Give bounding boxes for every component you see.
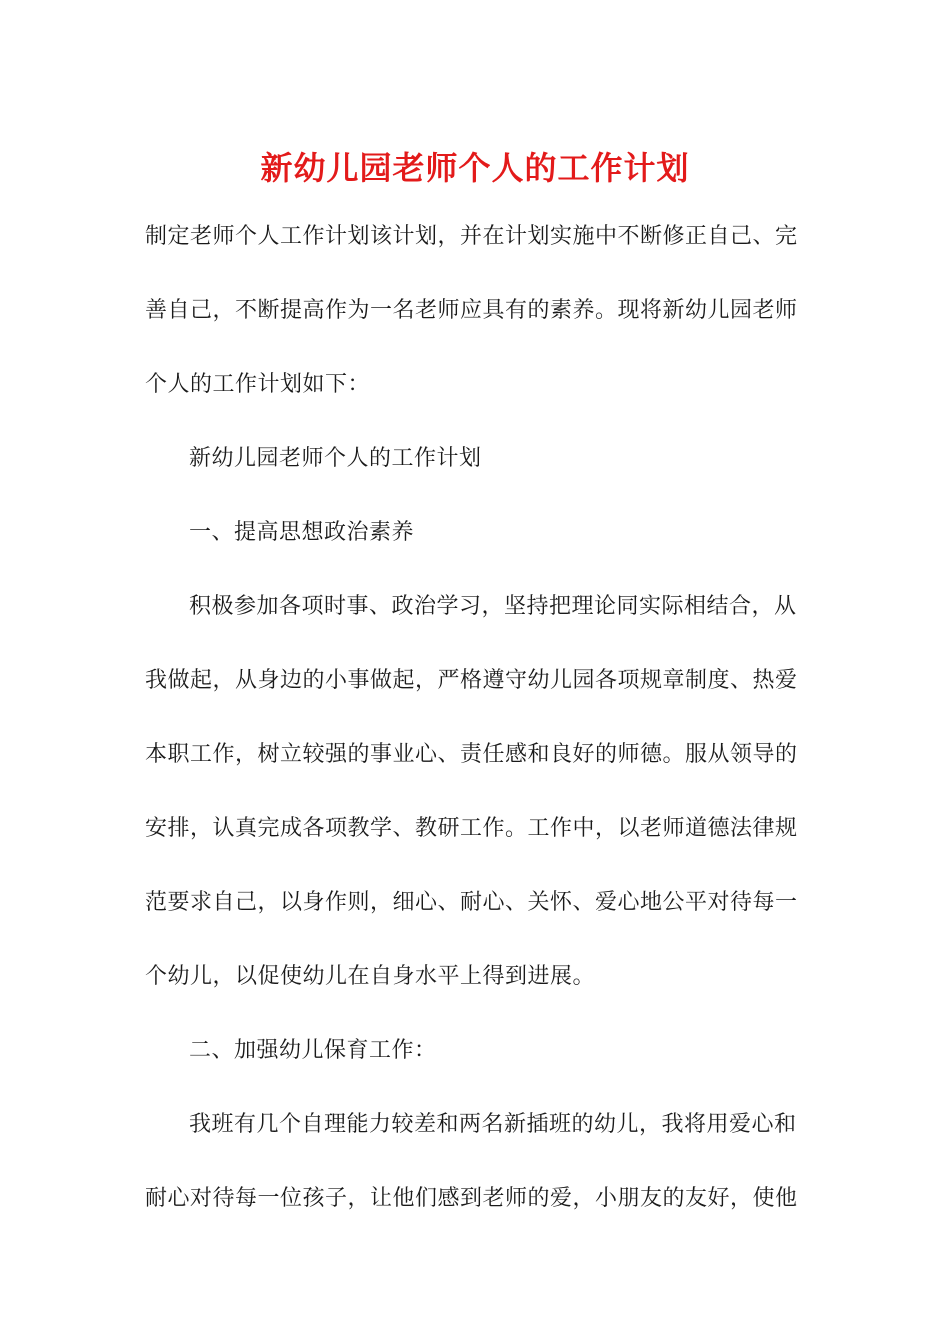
- document-title: 新幼儿园老师个人的工作计划: [260, 149, 690, 187]
- paragraph-line: 我班有几个自理能力较差和两名新插班的幼儿，我将用爱心和: [189, 1112, 797, 1137]
- paragraph-line: 积极参加各项时事、政治学习，坚持把理论同实际相结合，从: [189, 594, 797, 619]
- paragraph-line: 范要求自己，以身作则，细心、耐心、关怀、爱心地公平对待每一: [145, 890, 798, 915]
- paragraph-line: 耐心对待每一位孩子，让他们感到老师的爱，小朋友的友好，使他: [145, 1186, 798, 1211]
- paragraph: [145, 1088, 798, 1236]
- paragraph-line: 新幼儿园老师个人的工作计划: [189, 446, 482, 471]
- document-body: [145, 200, 798, 1236]
- paragraph-line: 本职工作，树立较强的事业心、责任感和良好的师德。服从领导的: [145, 742, 798, 767]
- paragraph-line: 我做起，从身边的小事做起，严格遵守幼儿园各项规章制度、热爱: [145, 668, 798, 693]
- paragraph: [145, 496, 795, 570]
- paragraph: [145, 1014, 795, 1088]
- paragraph-line: 二、加强幼儿保育工作：: [189, 1038, 437, 1063]
- paragraph-line: 个人的工作计划如下：: [145, 372, 371, 397]
- paragraph: [145, 200, 798, 422]
- paragraph-line: 制定老师个人工作计划该计划，并在计划实施中不断修正自己、完: [145, 224, 798, 249]
- paragraph: [145, 422, 795, 496]
- paragraph-line: 安排，认真完成各项教学、教研工作。工作中，以老师道德法律规: [145, 816, 798, 841]
- paragraph-line: 善自己，不断提高作为一名老师应具有的素养。现将新幼儿园老师: [145, 298, 798, 323]
- paragraph: [145, 570, 798, 1014]
- paragraph-line: 一、提高思想政治素养: [189, 520, 415, 545]
- paragraph-line: 个幼儿，以促使幼儿在自身水平上得到进展。: [145, 964, 596, 989]
